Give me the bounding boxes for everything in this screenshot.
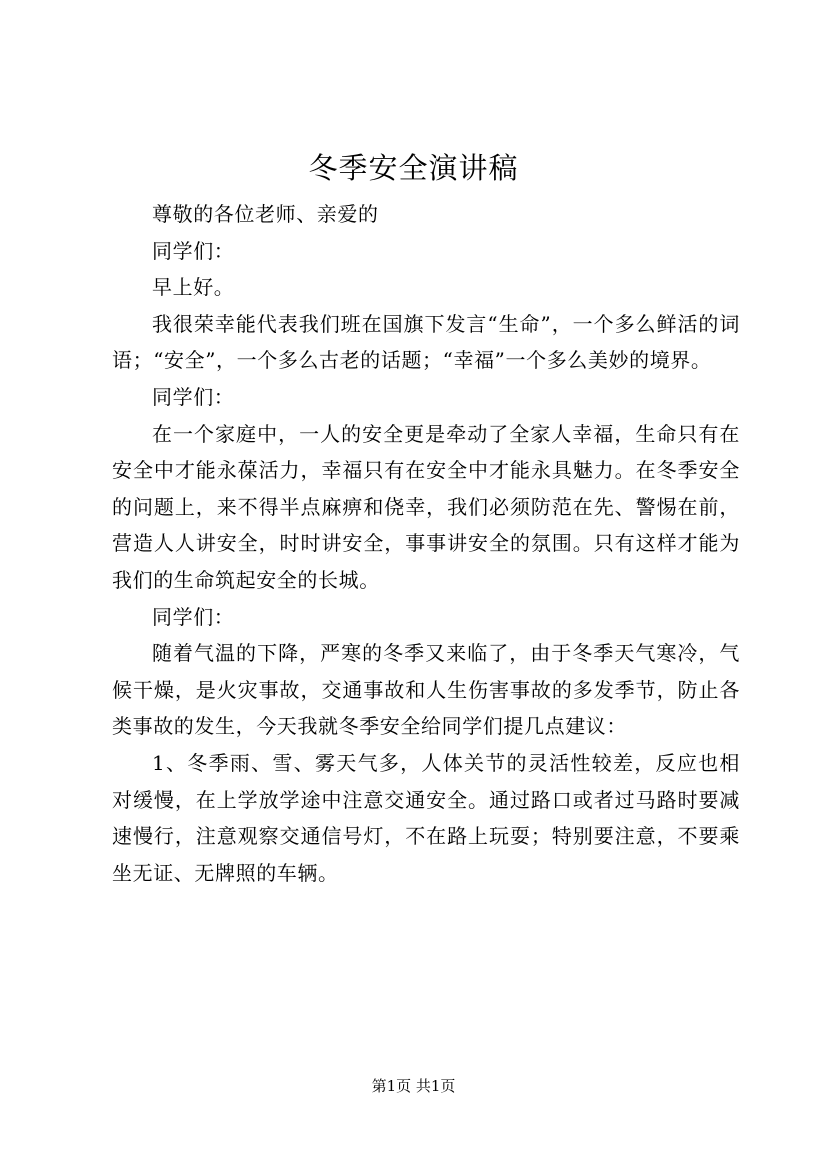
paragraph-address-1: 同学们： <box>152 384 235 409</box>
paragraph-suggestion-1: 1、冬季雨、雪、雾天气多，人体关节的灵活性较差，反应也相对缓慢，在上学放学途中注意交通安全。通过路口或者过马路时要减速慢行，注意观察交通信号灯，不在路上玩耍；特别要注意，不要乘坐无证、无牌照的车辆。 <box>112 750 740 885</box>
paragraph-salutation-continued: 同学们： <box>152 238 235 263</box>
paragraph-greeting: 早上好。 <box>152 275 235 300</box>
paragraph-salutation: 尊敬的各位老师、亲爱的 <box>152 202 379 226</box>
document-title: 冬季安全演讲稿 <box>308 151 519 185</box>
paragraph-family-safety: 在一个家庭中，一人的安全更是牵动了全家人幸福，生命只有在安全中才能永葆活力，幸福只有在安全中才能永具魅力。在冬季安全的问题上，来不得半点麻痹和侥幸，我们必须防范在先、警惕在前，营造人人讲安全，时时讲安全，事事讲安全的氛围。只有这样才能为我们的生命筑起安全的长城。 <box>112 421 740 592</box>
document-body <box>112 196 740 891</box>
paragraph-address-2: 同学们： <box>152 604 235 629</box>
paragraph-introduction: 我很荣幸能代表我们班在国旗下发言“生命”，一个多么鲜活的词语；“安全”，一个多么古老的话题；“幸福”一个多么美妙的境界。 <box>112 311 740 373</box>
page-footer: 第1页 共1页 <box>371 1077 456 1095</box>
paragraph-winter-intro: 随着气温的下降，严寒的冬季又来临了，由于冬季天气寒冷，气候干燥，是火灾事故，交通事故和人生伤害事故的多发季节，防止各类事故的发生，今天我就冬季安全给同学们提几点建议： <box>112 641 740 739</box>
